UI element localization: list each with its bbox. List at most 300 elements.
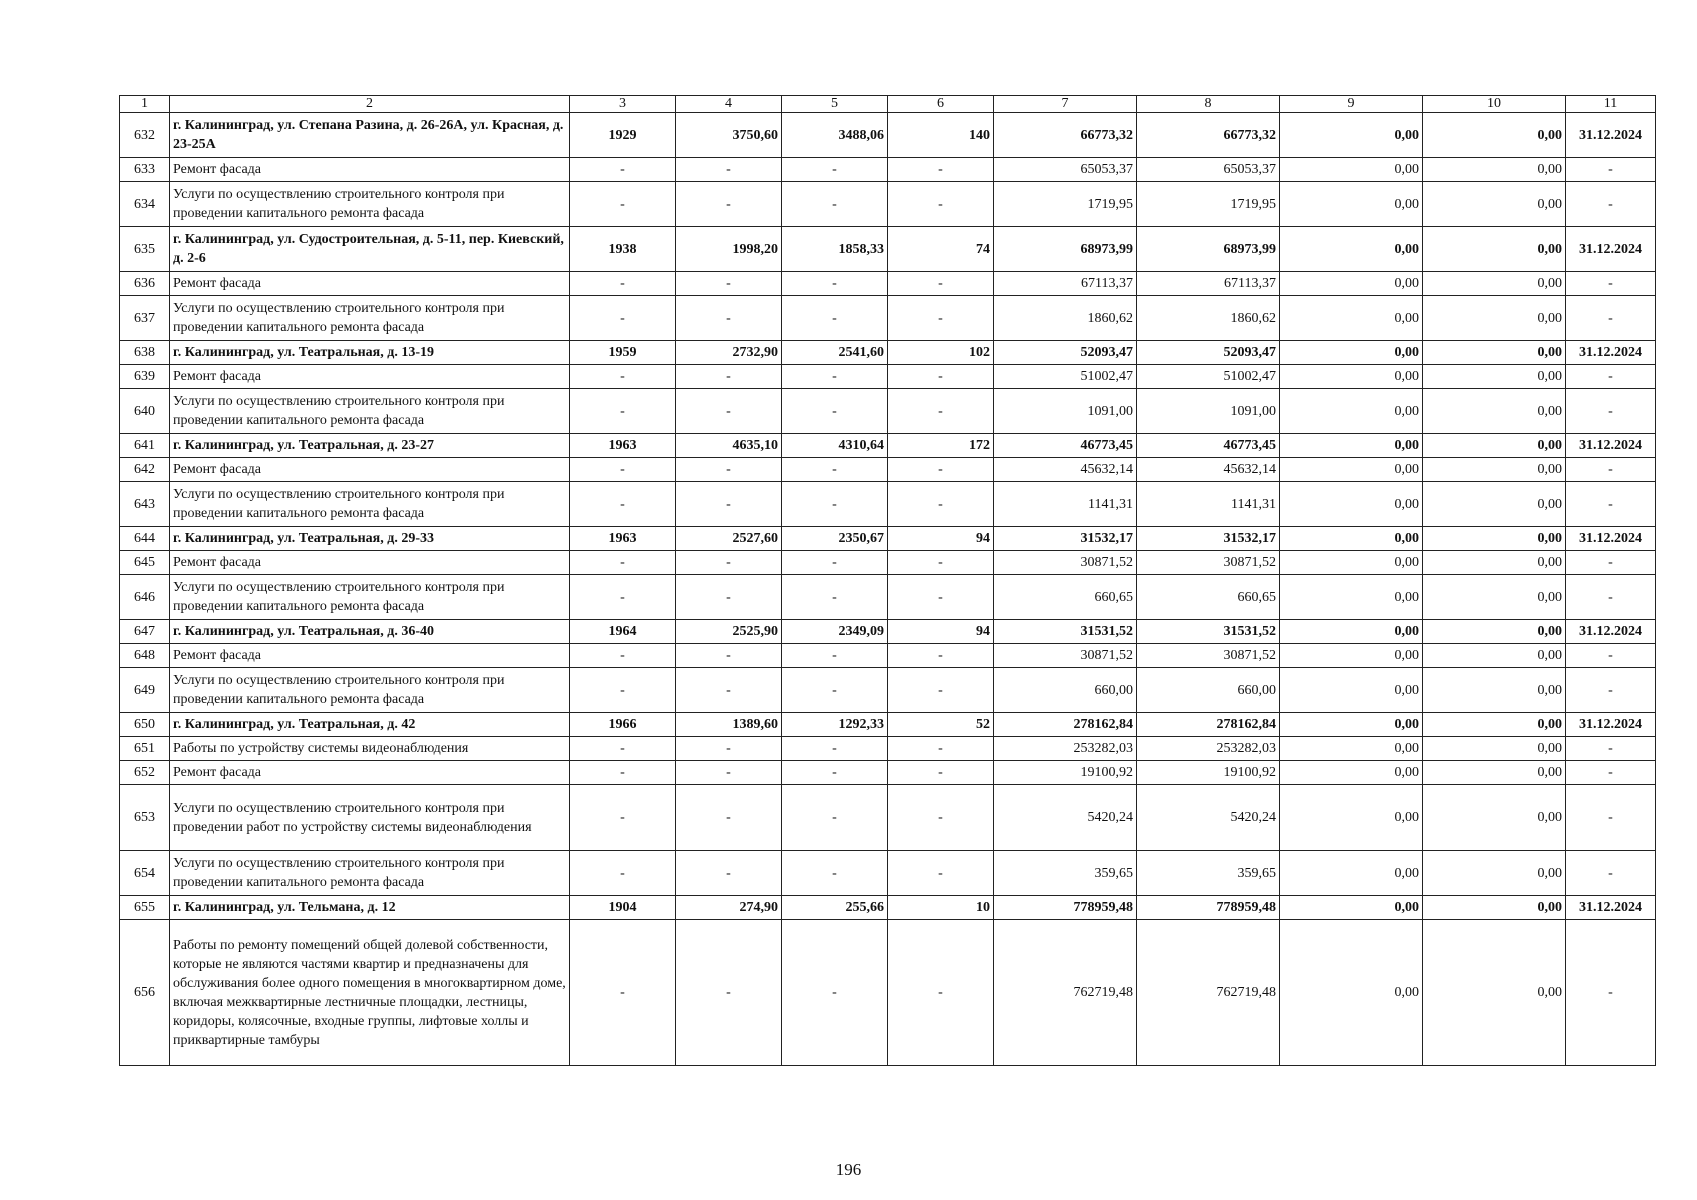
total-area-cell: -	[676, 668, 782, 713]
work-item-row	[120, 389, 1656, 434]
other-cost-a-cell: 0,00	[1280, 389, 1423, 434]
year-built-cell: -	[570, 851, 676, 896]
residents-cell: 52	[888, 713, 994, 737]
description-cell: Услуги по осуществлению строительного контроля при проведении капитального ремонта фасада	[170, 296, 570, 341]
year-built-cell: 1966	[570, 713, 676, 737]
total-area-cell: -	[676, 644, 782, 668]
row-number-cell: 635	[120, 227, 170, 272]
description-cell: г. Калининград, ул. Театральная, д. 13-19	[170, 341, 570, 365]
row-number-cell: 644	[120, 527, 170, 551]
total-area-cell: -	[676, 761, 782, 785]
residents-cell: 94	[888, 620, 994, 644]
deadline-cell: -	[1566, 920, 1656, 1066]
deadline-cell: 31.12.2024	[1566, 896, 1656, 920]
row-number-cell: 636	[120, 272, 170, 296]
description-cell: г. Калининград, ул. Театральная, д. 29-33	[170, 527, 570, 551]
description-cell: Работы по устройству системы видеонаблюдения	[170, 737, 570, 761]
total-area-cell: -	[676, 296, 782, 341]
work-item-row	[120, 668, 1656, 713]
row-number-cell: 646	[120, 575, 170, 620]
fund-cost-cell: 5420,24	[1137, 785, 1280, 851]
year-built-cell: -	[570, 668, 676, 713]
total-area-cell: -	[676, 737, 782, 761]
deadline-cell: -	[1566, 158, 1656, 182]
fund-cost-cell: 778959,48	[1137, 896, 1280, 920]
row-number-cell: 654	[120, 851, 170, 896]
other-cost-a-cell: 0,00	[1280, 113, 1423, 158]
description-cell: Ремонт фасада	[170, 458, 570, 482]
building-row	[120, 227, 1656, 272]
other-cost-a-cell: 0,00	[1280, 620, 1423, 644]
living-area-cell: 2541,60	[782, 341, 888, 365]
fund-cost-cell: 253282,03	[1137, 737, 1280, 761]
residents-cell: -	[888, 851, 994, 896]
description-cell: Ремонт фасада	[170, 551, 570, 575]
other-cost-a-cell: 0,00	[1280, 341, 1423, 365]
row-number-cell: 637	[120, 296, 170, 341]
work-item-row	[120, 920, 1656, 1066]
deadline-cell: 31.12.2024	[1566, 227, 1656, 272]
year-built-cell: 1959	[570, 341, 676, 365]
building-row	[120, 896, 1656, 920]
other-cost-b-cell: 0,00	[1423, 851, 1566, 896]
year-built-cell: -	[570, 551, 676, 575]
description-cell: Услуги по осуществлению строительного контроля при проведении работ по устройству системы видеонаблюдения	[170, 785, 570, 851]
total-cost-cell: 253282,03	[994, 737, 1137, 761]
other-cost-b-cell: 0,00	[1423, 785, 1566, 851]
year-built-cell: -	[570, 761, 676, 785]
total-area-cell: 1998,20	[676, 227, 782, 272]
total-cost-cell: 31531,52	[994, 620, 1137, 644]
work-item-row	[120, 644, 1656, 668]
description-cell: г. Калининград, ул. Театральная, д. 23-27	[170, 434, 570, 458]
fund-cost-cell: 65053,37	[1137, 158, 1280, 182]
deadline-cell: 31.12.2024	[1566, 527, 1656, 551]
row-number-cell: 649	[120, 668, 170, 713]
fund-cost-cell: 68973,99	[1137, 227, 1280, 272]
row-number-cell: 643	[120, 482, 170, 527]
other-cost-a-cell: 0,00	[1280, 575, 1423, 620]
year-built-cell: -	[570, 920, 676, 1066]
total-area-cell: 2732,90	[676, 341, 782, 365]
year-built-cell: 1904	[570, 896, 676, 920]
description-cell: Ремонт фасада	[170, 644, 570, 668]
residents-cell: -	[888, 737, 994, 761]
residents-cell: 140	[888, 113, 994, 158]
total-cost-cell: 45632,14	[994, 458, 1137, 482]
living-area-cell: -	[782, 761, 888, 785]
fund-cost-cell: 762719,48	[1137, 920, 1280, 1066]
residents-cell: 74	[888, 227, 994, 272]
residents-cell: -	[888, 458, 994, 482]
fund-cost-cell: 660,65	[1137, 575, 1280, 620]
description-cell: г. Калининград, ул. Тельмана, д. 12	[170, 896, 570, 920]
other-cost-a-cell: 0,00	[1280, 668, 1423, 713]
total-area-cell: 2527,60	[676, 527, 782, 551]
other-cost-b-cell: 0,00	[1423, 482, 1566, 527]
other-cost-b-cell: 0,00	[1423, 227, 1566, 272]
description-cell: Ремонт фасада	[170, 158, 570, 182]
description-cell: Услуги по осуществлению строительного контроля при проведении капитального ремонта фасада	[170, 575, 570, 620]
work-item-row	[120, 272, 1656, 296]
year-built-cell: 1963	[570, 527, 676, 551]
living-area-cell: -	[782, 365, 888, 389]
living-area-cell: -	[782, 551, 888, 575]
total-area-cell: -	[676, 575, 782, 620]
residents-cell: -	[888, 296, 994, 341]
column-number-header: 9	[1280, 96, 1423, 113]
page-number: 196	[835, 1160, 862, 1179]
fund-cost-cell: 46773,45	[1137, 434, 1280, 458]
total-cost-cell: 5420,24	[994, 785, 1137, 851]
deadline-cell: -	[1566, 644, 1656, 668]
other-cost-a-cell: 0,00	[1280, 761, 1423, 785]
fund-cost-cell: 19100,92	[1137, 761, 1280, 785]
fund-cost-cell: 67113,37	[1137, 272, 1280, 296]
other-cost-a-cell: 0,00	[1280, 896, 1423, 920]
description-cell: Ремонт фасада	[170, 761, 570, 785]
year-built-cell: -	[570, 785, 676, 851]
residents-cell: -	[888, 551, 994, 575]
row-number-cell: 638	[120, 341, 170, 365]
work-item-row	[120, 365, 1656, 389]
living-area-cell: -	[782, 482, 888, 527]
total-cost-cell: 660,00	[994, 668, 1137, 713]
description-cell: Услуги по осуществлению строительного контроля при проведении капитального ремонта фасада	[170, 182, 570, 227]
total-cost-cell: 30871,52	[994, 551, 1137, 575]
living-area-cell: -	[782, 272, 888, 296]
living-area-cell: 1858,33	[782, 227, 888, 272]
other-cost-b-cell: 0,00	[1423, 341, 1566, 365]
living-area-cell: -	[782, 296, 888, 341]
other-cost-a-cell: 0,00	[1280, 920, 1423, 1066]
living-area-cell: -	[782, 920, 888, 1066]
year-built-cell: -	[570, 389, 676, 434]
other-cost-a-cell: 0,00	[1280, 551, 1423, 575]
residents-cell: 102	[888, 341, 994, 365]
total-cost-cell: 1141,31	[994, 482, 1137, 527]
work-item-row	[120, 737, 1656, 761]
work-item-row	[120, 785, 1656, 851]
year-built-cell: -	[570, 182, 676, 227]
residents-cell: 10	[888, 896, 994, 920]
row-number-cell: 647	[120, 620, 170, 644]
total-area-cell: -	[676, 920, 782, 1066]
total-area-cell: -	[676, 851, 782, 896]
total-cost-cell: 30871,52	[994, 644, 1137, 668]
total-cost-cell: 1091,00	[994, 389, 1137, 434]
total-area-cell: -	[676, 272, 782, 296]
work-item-row	[120, 458, 1656, 482]
row-number-cell: 653	[120, 785, 170, 851]
total-area-cell: 274,90	[676, 896, 782, 920]
living-area-cell: -	[782, 785, 888, 851]
deadline-cell: -	[1566, 272, 1656, 296]
work-item-row	[120, 575, 1656, 620]
description-cell: Работы по ремонту помещений общей долевой собственности, которые не являются частями квартир и предназначены для обслуживания более одного помещения в многоквартирном доме, включая межквартирные лестничные площадки, лестницы, коридоры, колясочные, входные группы, лифтовые холлы и приквартирные тамбуры	[170, 920, 570, 1066]
year-built-cell: 1963	[570, 434, 676, 458]
other-cost-b-cell: 0,00	[1423, 527, 1566, 551]
deadline-cell: 31.12.2024	[1566, 113, 1656, 158]
total-area-cell: 1389,60	[676, 713, 782, 737]
living-area-cell: -	[782, 737, 888, 761]
living-area-cell: 2350,67	[782, 527, 888, 551]
living-area-cell: 3488,06	[782, 113, 888, 158]
fund-cost-cell: 1719,95	[1137, 182, 1280, 227]
total-cost-cell: 65053,37	[994, 158, 1137, 182]
living-area-cell: 1292,33	[782, 713, 888, 737]
year-built-cell: -	[570, 158, 676, 182]
column-number-header: 10	[1423, 96, 1566, 113]
row-number-cell: 651	[120, 737, 170, 761]
fund-cost-cell: 31532,17	[1137, 527, 1280, 551]
year-built-cell: -	[570, 272, 676, 296]
other-cost-a-cell: 0,00	[1280, 482, 1423, 527]
deadline-cell: 31.12.2024	[1566, 620, 1656, 644]
living-area-cell: -	[782, 644, 888, 668]
work-item-row	[120, 182, 1656, 227]
other-cost-b-cell: 0,00	[1423, 272, 1566, 296]
residents-cell: -	[888, 920, 994, 1066]
other-cost-b-cell: 0,00	[1423, 737, 1566, 761]
row-number-cell: 633	[120, 158, 170, 182]
column-number-header-row	[120, 96, 1656, 113]
other-cost-a-cell: 0,00	[1280, 527, 1423, 551]
column-number-header: 7	[994, 96, 1137, 113]
total-cost-cell: 52093,47	[994, 341, 1137, 365]
living-area-cell: 2349,09	[782, 620, 888, 644]
other-cost-b-cell: 0,00	[1423, 713, 1566, 737]
other-cost-b-cell: 0,00	[1423, 365, 1566, 389]
fund-cost-cell: 30871,52	[1137, 644, 1280, 668]
row-number-cell: 641	[120, 434, 170, 458]
row-number-cell: 650	[120, 713, 170, 737]
column-number-header: 1	[120, 96, 170, 113]
work-item-row	[120, 851, 1656, 896]
description-cell: г. Калининград, ул. Степана Разина, д. 26-26А, ул. Красная, д. 23-25А	[170, 113, 570, 158]
total-area-cell: -	[676, 389, 782, 434]
deadline-cell: -	[1566, 482, 1656, 527]
residents-cell: -	[888, 668, 994, 713]
total-cost-cell: 66773,32	[994, 113, 1137, 158]
fund-cost-cell: 278162,84	[1137, 713, 1280, 737]
fund-cost-cell: 66773,32	[1137, 113, 1280, 158]
total-cost-cell: 762719,48	[994, 920, 1137, 1066]
description-cell: г. Калининград, ул. Театральная, д. 42	[170, 713, 570, 737]
work-item-row	[120, 551, 1656, 575]
other-cost-a-cell: 0,00	[1280, 227, 1423, 272]
living-area-cell: -	[782, 158, 888, 182]
row-number-cell: 655	[120, 896, 170, 920]
total-cost-cell: 278162,84	[994, 713, 1137, 737]
deadline-cell: -	[1566, 182, 1656, 227]
deadline-cell: -	[1566, 785, 1656, 851]
other-cost-a-cell: 0,00	[1280, 713, 1423, 737]
living-area-cell: -	[782, 458, 888, 482]
building-row	[120, 713, 1656, 737]
other-cost-a-cell: 0,00	[1280, 737, 1423, 761]
living-area-cell: -	[782, 182, 888, 227]
residents-cell: 94	[888, 527, 994, 551]
other-cost-a-cell: 0,00	[1280, 182, 1423, 227]
residents-cell: -	[888, 389, 994, 434]
year-built-cell: -	[570, 575, 676, 620]
residents-cell: -	[888, 785, 994, 851]
other-cost-a-cell: 0,00	[1280, 296, 1423, 341]
fund-cost-cell: 31531,52	[1137, 620, 1280, 644]
description-cell: Услуги по осуществлению строительного контроля при проведении капитального ремонта фасада	[170, 851, 570, 896]
total-area-cell: -	[676, 551, 782, 575]
column-number-header: 11	[1566, 96, 1656, 113]
total-cost-cell: 68973,99	[994, 227, 1137, 272]
description-cell: г. Калининград, ул. Судостроительная, д. 5-11, пер. Киевский, д. 2-6	[170, 227, 570, 272]
other-cost-b-cell: 0,00	[1423, 434, 1566, 458]
other-cost-a-cell: 0,00	[1280, 851, 1423, 896]
fund-cost-cell: 1860,62	[1137, 296, 1280, 341]
other-cost-b-cell: 0,00	[1423, 761, 1566, 785]
other-cost-b-cell: 0,00	[1423, 920, 1566, 1066]
total-area-cell: -	[676, 158, 782, 182]
building-row	[120, 341, 1656, 365]
total-area-cell: 3750,60	[676, 113, 782, 158]
other-cost-b-cell: 0,00	[1423, 296, 1566, 341]
total-area-cell: -	[676, 785, 782, 851]
residents-cell: -	[888, 158, 994, 182]
other-cost-a-cell: 0,00	[1280, 644, 1423, 668]
deadline-cell: 31.12.2024	[1566, 713, 1656, 737]
column-number-header: 2	[170, 96, 570, 113]
year-built-cell: -	[570, 644, 676, 668]
other-cost-b-cell: 0,00	[1423, 458, 1566, 482]
other-cost-b-cell: 0,00	[1423, 182, 1566, 227]
total-cost-cell: 46773,45	[994, 434, 1137, 458]
other-cost-a-cell: 0,00	[1280, 272, 1423, 296]
deadline-cell: 31.12.2024	[1566, 341, 1656, 365]
total-area-cell: 4635,10	[676, 434, 782, 458]
fund-cost-cell: 1141,31	[1137, 482, 1280, 527]
row-number-cell: 645	[120, 551, 170, 575]
column-number-header: 6	[888, 96, 994, 113]
other-cost-a-cell: 0,00	[1280, 785, 1423, 851]
residents-cell: -	[888, 272, 994, 296]
fund-cost-cell: 1091,00	[1137, 389, 1280, 434]
total-cost-cell: 1719,95	[994, 182, 1137, 227]
total-cost-cell: 1860,62	[994, 296, 1137, 341]
fund-cost-cell: 660,00	[1137, 668, 1280, 713]
year-built-cell: -	[570, 365, 676, 389]
deadline-cell: -	[1566, 365, 1656, 389]
total-area-cell: 2525,90	[676, 620, 782, 644]
building-row	[120, 113, 1656, 158]
other-cost-a-cell: 0,00	[1280, 434, 1423, 458]
column-number-header: 3	[570, 96, 676, 113]
deadline-cell: -	[1566, 575, 1656, 620]
capital-repair-table	[119, 95, 1656, 1066]
deadline-cell: -	[1566, 458, 1656, 482]
residents-cell: -	[888, 482, 994, 527]
total-cost-cell: 660,65	[994, 575, 1137, 620]
residents-cell: -	[888, 182, 994, 227]
year-built-cell: 1938	[570, 227, 676, 272]
description-cell: Услуги по осуществлению строительного контроля при проведении капитального ремонта фасада	[170, 482, 570, 527]
year-built-cell: 1964	[570, 620, 676, 644]
deadline-cell: -	[1566, 737, 1656, 761]
year-built-cell: -	[570, 737, 676, 761]
deadline-cell: -	[1566, 551, 1656, 575]
other-cost-b-cell: 0,00	[1423, 896, 1566, 920]
other-cost-b-cell: 0,00	[1423, 620, 1566, 644]
column-number-header: 5	[782, 96, 888, 113]
row-number-cell: 632	[120, 113, 170, 158]
year-built-cell: -	[570, 458, 676, 482]
other-cost-b-cell: 0,00	[1423, 644, 1566, 668]
deadline-cell: -	[1566, 389, 1656, 434]
row-number-cell: 648	[120, 644, 170, 668]
row-number-cell: 642	[120, 458, 170, 482]
building-row	[120, 620, 1656, 644]
row-number-cell: 640	[120, 389, 170, 434]
work-item-row	[120, 158, 1656, 182]
description-cell: Ремонт фасада	[170, 365, 570, 389]
year-built-cell: 1929	[570, 113, 676, 158]
column-number-header: 4	[676, 96, 782, 113]
row-number-cell: 652	[120, 761, 170, 785]
total-cost-cell: 51002,47	[994, 365, 1137, 389]
year-built-cell: -	[570, 482, 676, 527]
fund-cost-cell: 52093,47	[1137, 341, 1280, 365]
residents-cell: -	[888, 365, 994, 389]
description-cell: Услуги по осуществлению строительного контроля при проведении капитального ремонта фасада	[170, 389, 570, 434]
fund-cost-cell: 51002,47	[1137, 365, 1280, 389]
total-area-cell: -	[676, 458, 782, 482]
residents-cell: -	[888, 644, 994, 668]
work-item-row	[120, 296, 1656, 341]
total-area-cell: -	[676, 365, 782, 389]
residents-cell: 172	[888, 434, 994, 458]
living-area-cell: -	[782, 668, 888, 713]
description-cell: г. Калининград, ул. Театральная, д. 36-40	[170, 620, 570, 644]
fund-cost-cell: 30871,52	[1137, 551, 1280, 575]
other-cost-b-cell: 0,00	[1423, 551, 1566, 575]
other-cost-a-cell: 0,00	[1280, 365, 1423, 389]
work-item-row	[120, 482, 1656, 527]
description-cell: Услуги по осуществлению строительного контроля при проведении капитального ремонта фасада	[170, 668, 570, 713]
other-cost-a-cell: 0,00	[1280, 158, 1423, 182]
total-area-cell: -	[676, 482, 782, 527]
total-cost-cell: 778959,48	[994, 896, 1137, 920]
fund-cost-cell: 359,65	[1137, 851, 1280, 896]
building-row	[120, 434, 1656, 458]
description-cell: Ремонт фасада	[170, 272, 570, 296]
total-area-cell: -	[676, 182, 782, 227]
row-number-cell: 639	[120, 365, 170, 389]
other-cost-b-cell: 0,00	[1423, 575, 1566, 620]
deadline-cell: -	[1566, 296, 1656, 341]
living-area-cell: -	[782, 851, 888, 896]
living-area-cell: 255,66	[782, 896, 888, 920]
year-built-cell: -	[570, 296, 676, 341]
deadline-cell: -	[1566, 851, 1656, 896]
total-cost-cell: 19100,92	[994, 761, 1137, 785]
deadline-cell: 31.12.2024	[1566, 434, 1656, 458]
total-cost-cell: 67113,37	[994, 272, 1137, 296]
residents-cell: -	[888, 575, 994, 620]
other-cost-b-cell: 0,00	[1423, 158, 1566, 182]
row-number-cell: 656	[120, 920, 170, 1066]
other-cost-b-cell: 0,00	[1423, 113, 1566, 158]
other-cost-b-cell: 0,00	[1423, 668, 1566, 713]
work-item-row	[120, 761, 1656, 785]
